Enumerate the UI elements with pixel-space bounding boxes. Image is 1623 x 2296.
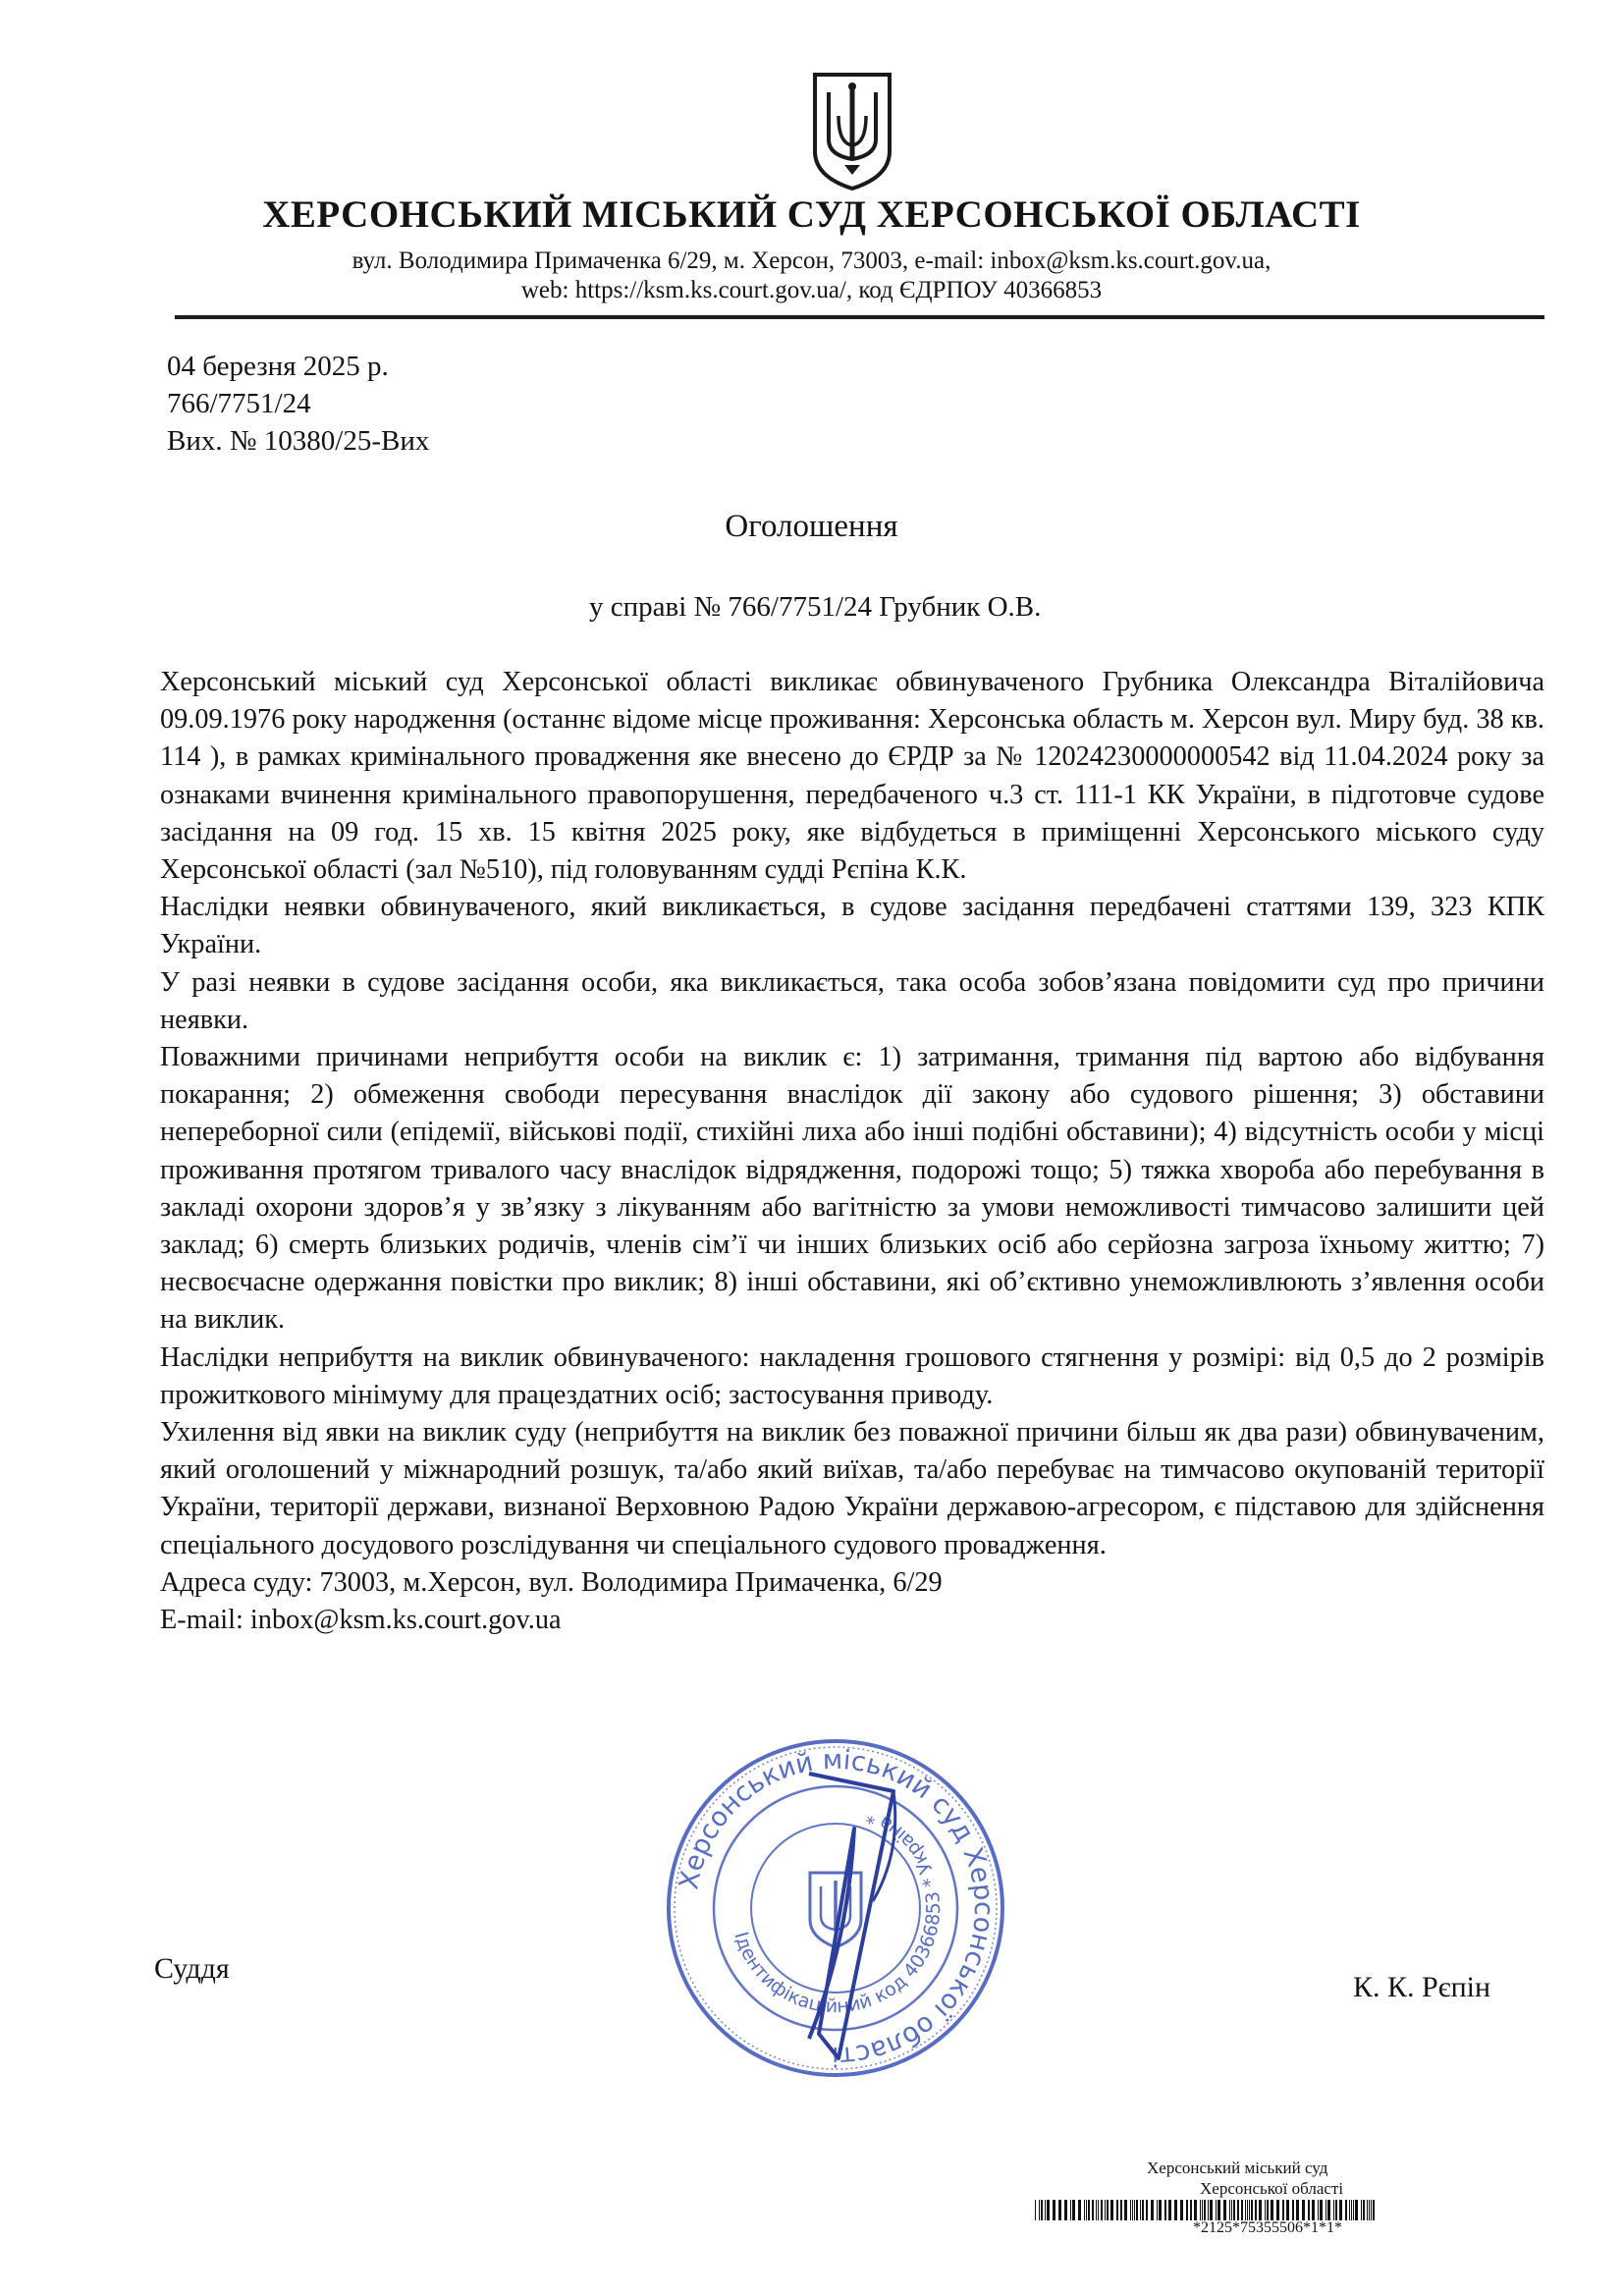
notice-body	[160, 664, 1544, 1639]
barcode-number: *2125*75355506*1*1*	[1193, 2219, 1342, 2236]
document-date: 04 березня 2025 р.	[167, 351, 389, 382]
court-address: Адреса суду: 73003, м.Херсон, вул. Володимира Примаченка, 6/29	[160, 1566, 943, 1598]
stamp-outer-text: Херсонський міський суд Херсонської області	[674, 1744, 1000, 2072]
judge-name: К. К. Рєпін	[1353, 1971, 1491, 2003]
duty-to-notify-paragraph: У разі неявки в судове засідання особи, яка викликається, така особа зобов’язана повідомити суд про причини неявки.	[160, 966, 1544, 1035]
header-divider	[175, 315, 1544, 319]
signature-label: Суддя	[154, 1952, 230, 1985]
consequences-paragraph: Наслідки неявки обвинуваченого, який викликається, в судове засідання передбачені статтями 139, 323 КПК України.	[160, 892, 1544, 960]
footer-court-line2: Херсонської області	[1200, 2179, 1344, 2198]
coat-of-arms-emblem	[809, 71, 895, 192]
court-name-heading: ХЕРСОНСЬКИЙ МІСЬКИЙ СУД ХЕРСОНСЬКОЇ ОБЛАСТІ	[262, 193, 1361, 236]
court-address-line: вул. Володимира Примаченка 6/29, м. Херсон, 73003, e-mail: inbox@ksm.ks.court.gov.ua,	[352, 247, 1271, 274]
penalty-paragraph: Наслідки неприбуття на виклик обвинуваченого: накладення грошового стягнення у розмірі: від 0,5 до 2 розмірів прожиткового мінімуму для працездатних осіб; застосування приводу.	[160, 1341, 1544, 1410]
notice-title: Оголошення	[725, 509, 898, 544]
special-proceedings-paragraph: Ухилення від явки на виклик суду (неприбуття на виклик без поважної причини більш як два рази) обвинуваченим, який оголошений у міжнародний розшук, та/або який виїхав, та/або перебуває на тимчасово окупованій території України, території держави, визнаної Верховною Радою України державою-агресором, є підставою для здійснення спеціального досудового розслідування чи спеціального судового провадження.	[160, 1417, 1544, 1560]
barcode-image	[1035, 2200, 1379, 2220]
summons-paragraph: Херсонський міський суд Херсонської області викликає обвинуваченого Грубника Олександра Віталійовича 09.09.1976 року народження (останнє відоме місце проживання: Херсонська область м. Херсон вул. Миру буд. 38 кв. 114 ), в рамках кримінального провадження яке внесено до ЄРДР за № 12024230000000542 від 11.04.2024 року за ознаками вчинення кримінального правопорушення, передбаченого ч.3 ст. 111-1 КК України, в підготовче судове засідання на 09 год. 15 хв. 15 квітня 2025 року, яке відбудеться в приміщенні Херсонського міського суду Херсонської області (зал №510), під головуванням судді Рєпіна К.К.	[160, 667, 1544, 886]
document-meta	[167, 348, 429, 460]
stamp-inner-text: Ідентифікаційний код 40366853 * Україна *	[730, 1805, 946, 2018]
case-number: 766/7751/24	[167, 388, 311, 419]
court-stamp	[662, 1734, 1009, 2082]
court-web-line: web: https://ksm.ks.court.gov.ua/, код ЄДРПОУ 40366853	[520, 277, 1103, 303]
outgoing-number: Вих. № 10380/25-Вих	[167, 425, 430, 457]
svg-text:Ідентифікаційний код 40366853	[730, 1805, 945, 2017]
valid-reasons-paragraph: Поважними причинами неприбуття особи на виклик є: 1) затримання, тримання під вартою або відбування покарання; 2) обмеження свободи пересування внаслідок дії закону або судового рішення; 3) обставини непереборної сили (епідемії, військові події, стихійні лиха або інші подібні обставини); 4) відсутність особи у місці проживання протягом тривалого часу внаслідок відрядження, подорожі тощо; 5) тяжка хвороба або перебування в закладі охорони здоров’я у зв’язку з лікуванням або вагітністю за умови неможливості тимчасово залишити цей заклад; 6) смерть близьких родичів, членів сім’ї чи інших близьких осіб або серйозна загроза їхньому життю; 7) несвоєчасне одержання повістки про виклик; 8) інші обставини, які об’єктивно унеможливлюють з’явлення особи на виклик.	[160, 1042, 1544, 1336]
court-email: E-mail: inbox@ksm.ks.court.gov.ua	[160, 1605, 562, 1636]
footer-court-line1: Херсонський міський суд	[1147, 2159, 1328, 2177]
notice-subtitle: у справі № 766/7751/24 Грубник О.В.	[589, 591, 1042, 623]
